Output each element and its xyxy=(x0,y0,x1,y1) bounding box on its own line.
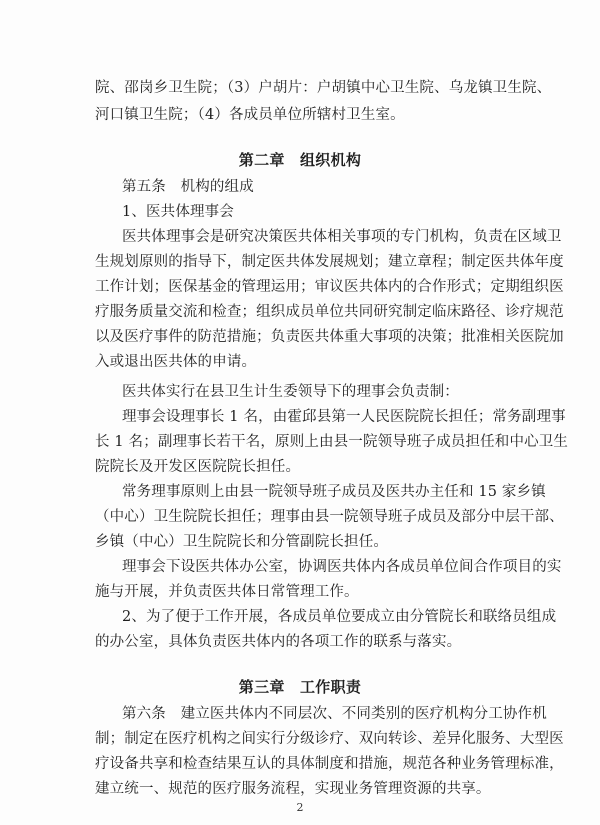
text-line: 的办公室，具体负责医共体内的各项工作的联系与落实。 xyxy=(95,634,462,650)
text-line: 医共体理事会是研究决策医共体相关事项的专门机构，负责在区域卫 xyxy=(122,229,562,245)
text-line: 乡镇（中心）卫生院院长和分管副院长担任。 xyxy=(95,534,388,550)
article-5-title: 第五条 机构的组成 xyxy=(122,179,254,195)
text-line: 理事会设理事长 1 名，由霍邱县第一人民医院院长担任；常务副理事 xyxy=(122,409,566,425)
text-line: 理事会下设医共体办公室，协调医共体内各成员单位间合作项目的实 xyxy=(122,559,562,575)
text-line: 入或退出医共体的申请。 xyxy=(95,354,257,370)
text-line: 院、邵岗乡卫生院；（3）户胡片：户胡镇中心卫生院、乌龙镇卫生院、 xyxy=(95,80,552,96)
text-line: 制；制定在医疗机构之间实行分级诊疗、双向转诊、差异化服务、大型医 xyxy=(95,731,564,747)
text-line: 疗服务质量交流和检查；组织成员单位共同研究制定临床路径、诊疗规范 xyxy=(95,304,564,320)
text-line: 院院长及开发区医院院长担任。 xyxy=(95,459,301,475)
text-line: 长 1 名；副理事长若干名，原则上由县一院领导班子成员担任和中心卫生 xyxy=(95,434,569,450)
text-line: 2、为了便于工作开展，各成员单位要成立由分管院长和联络员组成 xyxy=(122,609,557,625)
text-line: 建立统一、规范的医疗服务流程，实现业务管理资源的共享。 xyxy=(95,781,491,797)
text-line: 疗设备共享和检查结果互认的具体制度和措施，规范各种业务管理标准， xyxy=(95,756,564,772)
text-line: 河口镇卫生院；（4）各成员单位所辖村卫生室。 xyxy=(95,107,405,123)
text-line: 常务理事原则上由县一院领导班子成员及医共办主任和 15 家乡镇 xyxy=(122,484,546,500)
text-line: （中心）卫生院院长担任；理事由县一院领导班子成员及部分中层干部、 xyxy=(95,509,564,525)
text-line: 以及医疗事件的防范措施；负责医共体重大事项的决策；批准相关医院加 xyxy=(95,329,564,345)
text-line: 工作计划；医保基金的管理运用；审议医共体内的合作形式；定期组织医 xyxy=(95,279,564,295)
chapter-2-heading: 第二章 组织机构 xyxy=(238,151,362,169)
page-number: 2 xyxy=(296,801,304,814)
text-line: 施与开展，并负责医共体日常管理工作。 xyxy=(95,584,359,600)
text-line: 生规划原则的指导下，制定医共体发展规划；建立章程；制定医共体年度 xyxy=(95,254,564,270)
text-line: 医共体实行在县卫生计生委领导下的理事会负责制： xyxy=(122,384,459,400)
text-line: 第六条 建立医共体内不同层次、不同类别的医疗机构分工协作机 xyxy=(122,706,547,722)
chapter-3-heading: 第三章 工作职责 xyxy=(238,678,362,696)
item-1-title: 1、医共体理事会 xyxy=(122,204,234,220)
